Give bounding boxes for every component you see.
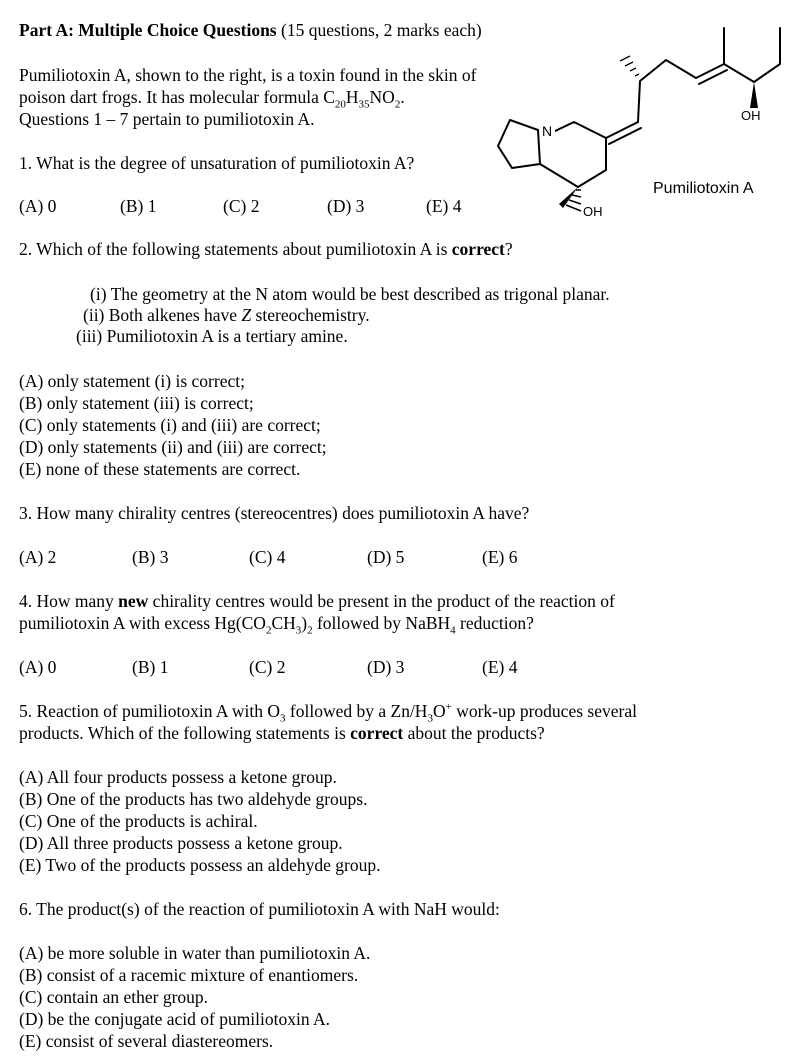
q3-option-a[interactable]: (A) 2 [19,547,57,567]
q1-option-d[interactable]: (D) 3 [327,196,365,216]
ring-fusion-bond [538,130,540,164]
q5-option-d[interactable]: (D) All three products possess a ketone group. [19,833,343,853]
section-subtitle: (15 questions, 2 marks each) [281,20,482,40]
q1-option-c[interactable]: (C) 2 [223,196,260,216]
q2-option-d[interactable]: (D) only statements (ii) and (iii) are correct; [19,437,327,457]
q5-option-e[interactable]: (E) Two of the products possess an aldehyde group. [19,855,381,875]
q6-option-d[interactable]: (D) be the conjugate acid of pumiliotoxin A. [19,1009,331,1029]
q5-option-c[interactable]: (C) One of the products is achiral. [19,811,258,831]
atom-label-n: N [542,123,553,139]
q5-option-a[interactable]: (A) All four products possess a ketone group. [19,767,337,787]
q3-option-c[interactable]: (C) 4 [249,547,286,567]
q5-option-b[interactable]: (B) One of the products has two aldehyde groups. [19,789,368,809]
q2-statement-3: (iii) Pumiliotoxin A is a tertiary amine. [76,326,348,346]
question-5-line-2: products. Which of the following statements is correct about the products? [19,723,545,743]
wedge-bond-methyl [559,187,578,208]
q1-option-e[interactable]: (E) 4 [426,196,462,216]
oh-label-top: OH [741,108,761,123]
section-title: Part A: Multiple Choice Questions [19,20,277,40]
q4-option-e[interactable]: (E) 4 [482,657,518,677]
q4-option-c[interactable]: (C) 2 [249,657,286,677]
question-1-text: 1. What is the degree of unsaturation of pumiliotoxin A? [19,153,415,173]
q2-statement-1: (i) The geometry at the N atom would be best described as trigonal planar. [90,284,610,304]
side-chain-tail-bonds [724,28,780,82]
exocyclic-alkene-bond-1 [606,122,638,138]
intro-line-2: poison dart frogs. It has molecular formula $C_{20}H_{35}NO_2$. [19,87,405,111]
q2-option-c[interactable]: (C) only statements (i) and (iii) are correct; [19,415,321,435]
q3-option-d[interactable]: (D) 5 [367,547,405,567]
wedge-bond-oh-top [750,82,758,108]
pyrrolidine-ring-bonds [498,120,540,168]
q6-option-e[interactable]: (E) consist of several diastereomers. [19,1031,274,1051]
question-3-text: 3. How many chirality centres (stereocentres) does pumiliotoxin A have? [19,503,530,523]
side-chain-alkene-bond-2 [699,70,727,84]
molecule-name-label: Pumiliotoxin A [653,180,754,197]
exocyclic-alkene-bond-2 [609,128,641,144]
q1-option-b[interactable]: (B) 1 [120,196,157,216]
question-5-line-1: 5. Reaction of pumiliotoxin A with $O_3$ followed by a $Zn/H_3O^+$ work-up produces several [19,701,637,725]
q6-option-c[interactable]: (C) contain an ether group. [19,987,209,1007]
hashed-methyl-bond [620,56,639,76]
question-6-text: 6. The product(s) of the reaction of pumiliotoxin A with NaH would: [19,899,500,919]
intro-line-3: Questions 1 – 7 pertain to pumiliotoxin A. [19,109,315,129]
oh-label-bottom: OH [583,204,603,219]
q2-option-a[interactable]: (A) only statement (i) is correct; [19,371,245,391]
q4-option-b[interactable]: (B) 1 [132,657,169,677]
q3-option-b[interactable]: (B) 3 [132,547,169,567]
q1-option-a[interactable]: (A) 0 [19,196,57,216]
q2-option-e[interactable]: (E) none of these statements are correct. [19,459,301,479]
intro-line-1: Pumiliotoxin A, shown to the right, is a toxin found in the skin of [19,65,477,85]
q2-statement-2: (ii) Both alkenes have Z stereochemistry. [83,305,370,325]
question-4-line-2: pumiliotoxin A with excess $Hg(CO_2CH_3)_2$ followed by NaBH$_4$ reduction? [19,613,534,637]
q6-option-b[interactable]: (B) consist of a racemic mixture of enantiomers. [19,965,359,985]
q4-option-a[interactable]: (A) 0 [19,657,57,677]
q2-option-b[interactable]: (B) only statement (iii) is correct; [19,393,254,413]
q6-option-a[interactable]: (A) be more soluble in water than pumiliotoxin A. [19,943,371,963]
q3-option-e[interactable]: (E) 6 [482,547,518,567]
section-header [19,19,482,41]
question-4-line-1: 4. How many new chirality centres would be present in the product of the reaction of [19,591,615,611]
side-chain-bonds [638,28,724,122]
q4-option-d[interactable]: (D) 3 [367,657,405,677]
question-2-text: 2. Which of the following statements about pumiliotoxin A is correct? [19,239,513,259]
